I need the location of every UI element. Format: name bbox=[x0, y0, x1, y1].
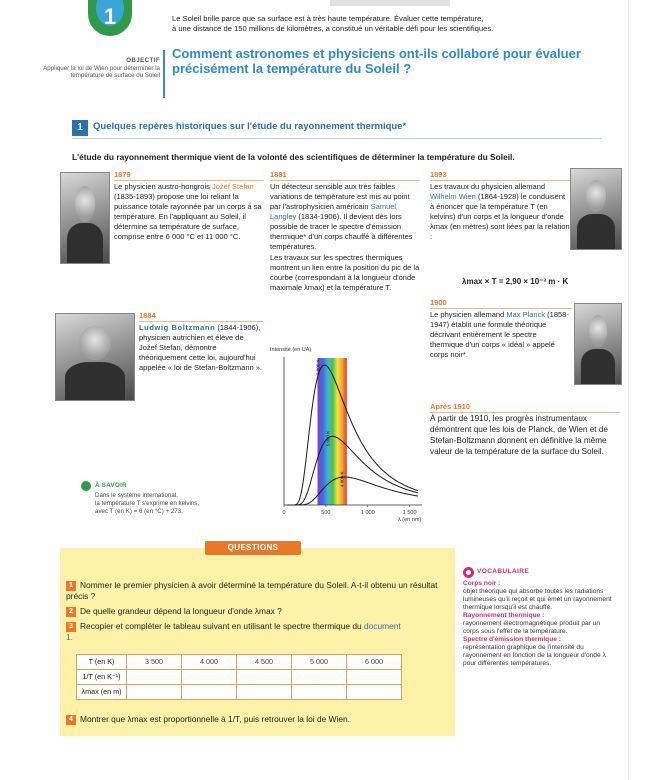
vocab-term-rayonnement: Rayonnement thermique : bbox=[463, 612, 545, 620]
curve-label: 4 000 K bbox=[339, 471, 345, 487]
question-3: 3 Recopier et compléter le tableau suivant en utilisant le spectre thermique du document 1. bbox=[66, 621, 401, 642]
curve-label: 5 000 K bbox=[325, 430, 331, 447]
vocabulary-label: VOCABULAIRE bbox=[477, 568, 530, 575]
question-1: 1 Nommer le premier physicien à avoir déterminé la température du Soleil. A-t-il obtenu un résultat précis ? bbox=[66, 580, 438, 601]
vocabulary-icon bbox=[463, 567, 474, 578]
timeline-1879: 1879 Le physicien austro-hongrois Jožef Stefan (1835-1893) propose une loi reliant la puissance totale rayonnée par un corps à sa température. En l'appliquant au Soleil, il détermine sa température de surface, comprise entre 6 000 °C et 11 000 °C. bbox=[114, 170, 264, 242]
portrait-stefan bbox=[60, 172, 110, 264]
page-edge bbox=[628, 0, 629, 780]
vocabulary-text: Corps noir : objet théorique qui absorbe toutes les radiations lumineuses qu'il reçoit et qui émet un rayonnement thermique lorsqu'il est chauffé. Rayonnement thermique : rayonnement électromagnétique produit par un corps sous l'effet de la température. Spectre d'émission thermique : représentation graphique de l'intensité du rayonnement en fonction de la longueur d'onde λ pour différentes températures. bbox=[463, 580, 612, 668]
thermal-spectrum-chart bbox=[268, 345, 428, 533]
year-1884: 1884 bbox=[139, 311, 263, 322]
top-partial-title bbox=[330, 0, 450, 6]
curve-label: 6 000 K bbox=[315, 359, 321, 375]
table-row: λmax (en m) bbox=[77, 685, 402, 700]
year-1900: 1900 bbox=[430, 298, 572, 309]
timeline-1893: 1893 Les travaux du physicien allemand Wilhelm Wien (1864-1928) le conduisent à énoncer que la température T (en kelvins) d'un corps et la longueur d'onde λmax (en mètres) sont liées par la relation : bbox=[430, 170, 570, 241]
questions-banner: QUESTIONS bbox=[205, 541, 301, 555]
chart-svg bbox=[268, 345, 428, 533]
timeline-1910: Après 1910 À partir de 1910, les progrès instrumentaux démontrent que les lois de Planck, de Wien et de Stefan-Boltzmann donnent en définitive la même valeur de la température de la surface du Soleil. bbox=[430, 402, 620, 458]
x-tick-label: 1 500 bbox=[402, 510, 417, 516]
timeline-1900: 1900 Le physicien allemand Max Planck (1858-1947) établit une formule théorique décrivant entièrement le spectre thermique d'un corps « idéal » appelé corps noir*. bbox=[430, 298, 572, 360]
section-title: Quelques repères historiques sur l'étude du rayonnement thermique* bbox=[93, 121, 407, 132]
year-1893: 1893 bbox=[430, 170, 570, 181]
table-row: T (en K) 3 500 4 000 4 500 5 000 6 000 bbox=[77, 655, 402, 670]
vocab-term-corps-noir: Corps noir : bbox=[463, 580, 501, 587]
objectif-divider bbox=[163, 50, 165, 98]
name-langley: Samuel Langley bbox=[270, 201, 397, 221]
series-line bbox=[287, 365, 418, 505]
name-boltzmann: Ludwig Boltzmann bbox=[139, 322, 216, 332]
name-wien: Wilhelm Wien bbox=[430, 191, 476, 201]
x-tick-label: 500 bbox=[321, 510, 331, 516]
x-axis-label: λ (en nm) bbox=[398, 517, 422, 523]
portrait-planck bbox=[574, 303, 622, 385]
savoir-label: À SAVOIR bbox=[95, 482, 127, 489]
section-divider bbox=[72, 138, 602, 139]
name-planck: Max Planck bbox=[506, 309, 546, 319]
portrait-wien bbox=[570, 168, 622, 250]
objectif-text: Appliquer la loi de Wien pour déterminer la température de surface du Soleil bbox=[43, 65, 160, 80]
intro-text: Le Soleil brille parce que sa surface est à très haute température. Évaluer cette température, à une distance de 150 millions de kilomètres, a constitué un véritable défi pour les scientifiques. bbox=[172, 14, 494, 34]
series-line bbox=[287, 436, 418, 505]
timeline-1884: 1884 Ludwig Boltzmann (1844-1906), physicien autrichien et élève de Jožef Stefan, démontre théoriquement cette loi, aujourd'hui appelée « loi de Stefan-Boltzmann ». bbox=[139, 311, 262, 372]
year-1910: Après 1910 bbox=[430, 402, 620, 413]
year-1879: 1879 bbox=[114, 170, 264, 181]
savoir-text: Dans le système international, la température T s'exprime en kelvins, avec T (en K) = θ (en °C) + 273. bbox=[95, 492, 200, 515]
vocab-term-spectre: Spectre d'émission thermique : bbox=[463, 636, 561, 644]
check-icon bbox=[81, 481, 91, 491]
name-stefan: Jožef Stefan bbox=[211, 181, 254, 191]
activity-badge bbox=[88, 0, 132, 36]
question-2: 2 De quelle grandeur dépend la longueur d'onde λmax ? bbox=[66, 606, 446, 617]
y-axis-label: Intensité (en UA) bbox=[270, 347, 312, 353]
x-tick-label: 1 000 bbox=[360, 510, 375, 516]
section-lead: L'étude du rayonnement thermique vient de la volonté des scientifiques de déterminer la température du Soleil. bbox=[72, 152, 515, 162]
results-table bbox=[76, 654, 402, 700]
portrait-boltzmann bbox=[55, 313, 135, 401]
x-tick-label: 0 bbox=[282, 510, 286, 516]
activity-number: 1 bbox=[103, 4, 117, 29]
objectif-label: OBJECTIF bbox=[126, 57, 160, 64]
table-row: 1/T (en K⁻¹) bbox=[77, 670, 402, 685]
page-title: Comment astronomes et physiciens ont-ils collaboré pour évaluer précisément la température du Soleil ? bbox=[172, 46, 581, 76]
timeline-1881: 1881 Un détecteur sensible aux très faibles variations de température est mis au point par l'astrophysicien américain Samuel Langley (1834-1906). Il devient dès lors possible de tracer le spectre d'émission thermique* d'un corps chauffé à différentes températures. Les travaux sur les spectres thermiques montrent un lien entre la position du pic de la courbe (correspondant à la longueur d'onde maximale λmax) et la température T. bbox=[270, 170, 420, 292]
year-1881: 1881 bbox=[270, 170, 420, 181]
question-4: 4 Montrer que λmax est proportionnelle à 1/T, puis retrouver la loi de Wien. bbox=[66, 714, 446, 725]
wien-formula: λmax × T = 2,90 × 10⁻³ m · K bbox=[462, 277, 569, 286]
document-link: document 1. bbox=[66, 621, 401, 642]
section-number: 1 bbox=[72, 120, 88, 136]
series-line bbox=[287, 477, 418, 505]
